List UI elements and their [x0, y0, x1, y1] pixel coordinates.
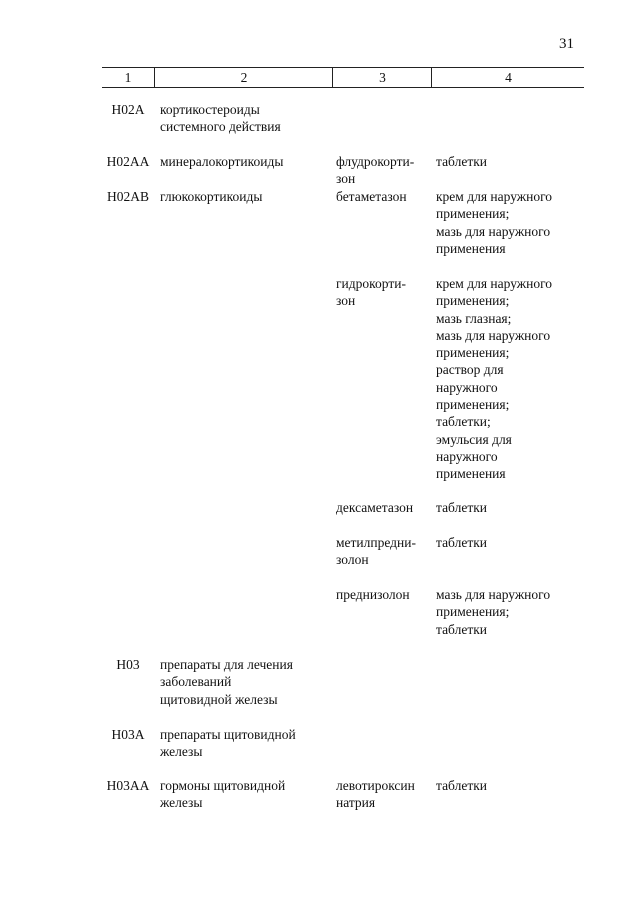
row-substance: дексаметазон [336, 500, 414, 515]
row-form: таблетки [436, 154, 488, 169]
header-col-1: 1 [124, 70, 132, 85]
row-group: препараты для лечения заболеваний щитовидной железы [160, 657, 293, 707]
row-form: таблетки [436, 535, 488, 550]
row-substance: флудрокорти- зон [336, 154, 415, 187]
row-substance: бетаметазон [336, 189, 407, 204]
row-group: глюкокортикоиды [160, 189, 263, 204]
row-code: H02AB [106, 189, 149, 204]
row-group: минералокортикоиды [160, 154, 284, 169]
row-group: гормоны щитовидной железы [160, 778, 286, 811]
row-group: препараты щитовидной железы [160, 727, 296, 760]
row-code: H03AA [106, 778, 150, 793]
row-code: H02A [111, 102, 145, 117]
row-substance: преднизолон [336, 587, 410, 602]
row-substance: левотироксин натрия [336, 778, 415, 811]
row-code: H03A [111, 727, 145, 742]
row-form: таблетки [436, 500, 488, 515]
row-substance: гидрокорти- зон [336, 276, 406, 309]
table-header [102, 67, 584, 88]
row-code: H03 [116, 657, 140, 672]
header-col-2: 2 [154, 68, 333, 87]
row-form: крем для наружного применения; мазь для наружного применения [436, 189, 553, 256]
row-group: кортикостероиды системного действия [160, 102, 281, 135]
row-form: таблетки [436, 778, 488, 793]
row-form: мазь для наружного применения; таблетки [436, 587, 551, 637]
row-code: H02AA [106, 154, 150, 169]
row-substance: метилпредни- золон [336, 535, 416, 568]
header-col-4: 4 [431, 68, 585, 87]
page-number: 31 [559, 36, 574, 52]
header-col-3: 3 [332, 68, 432, 87]
row-form: крем для наружного применения; мазь глазная; мазь для наружного применения; раствор для наружного применения; таблетки; эмульсия для наружного применения [436, 276, 553, 482]
